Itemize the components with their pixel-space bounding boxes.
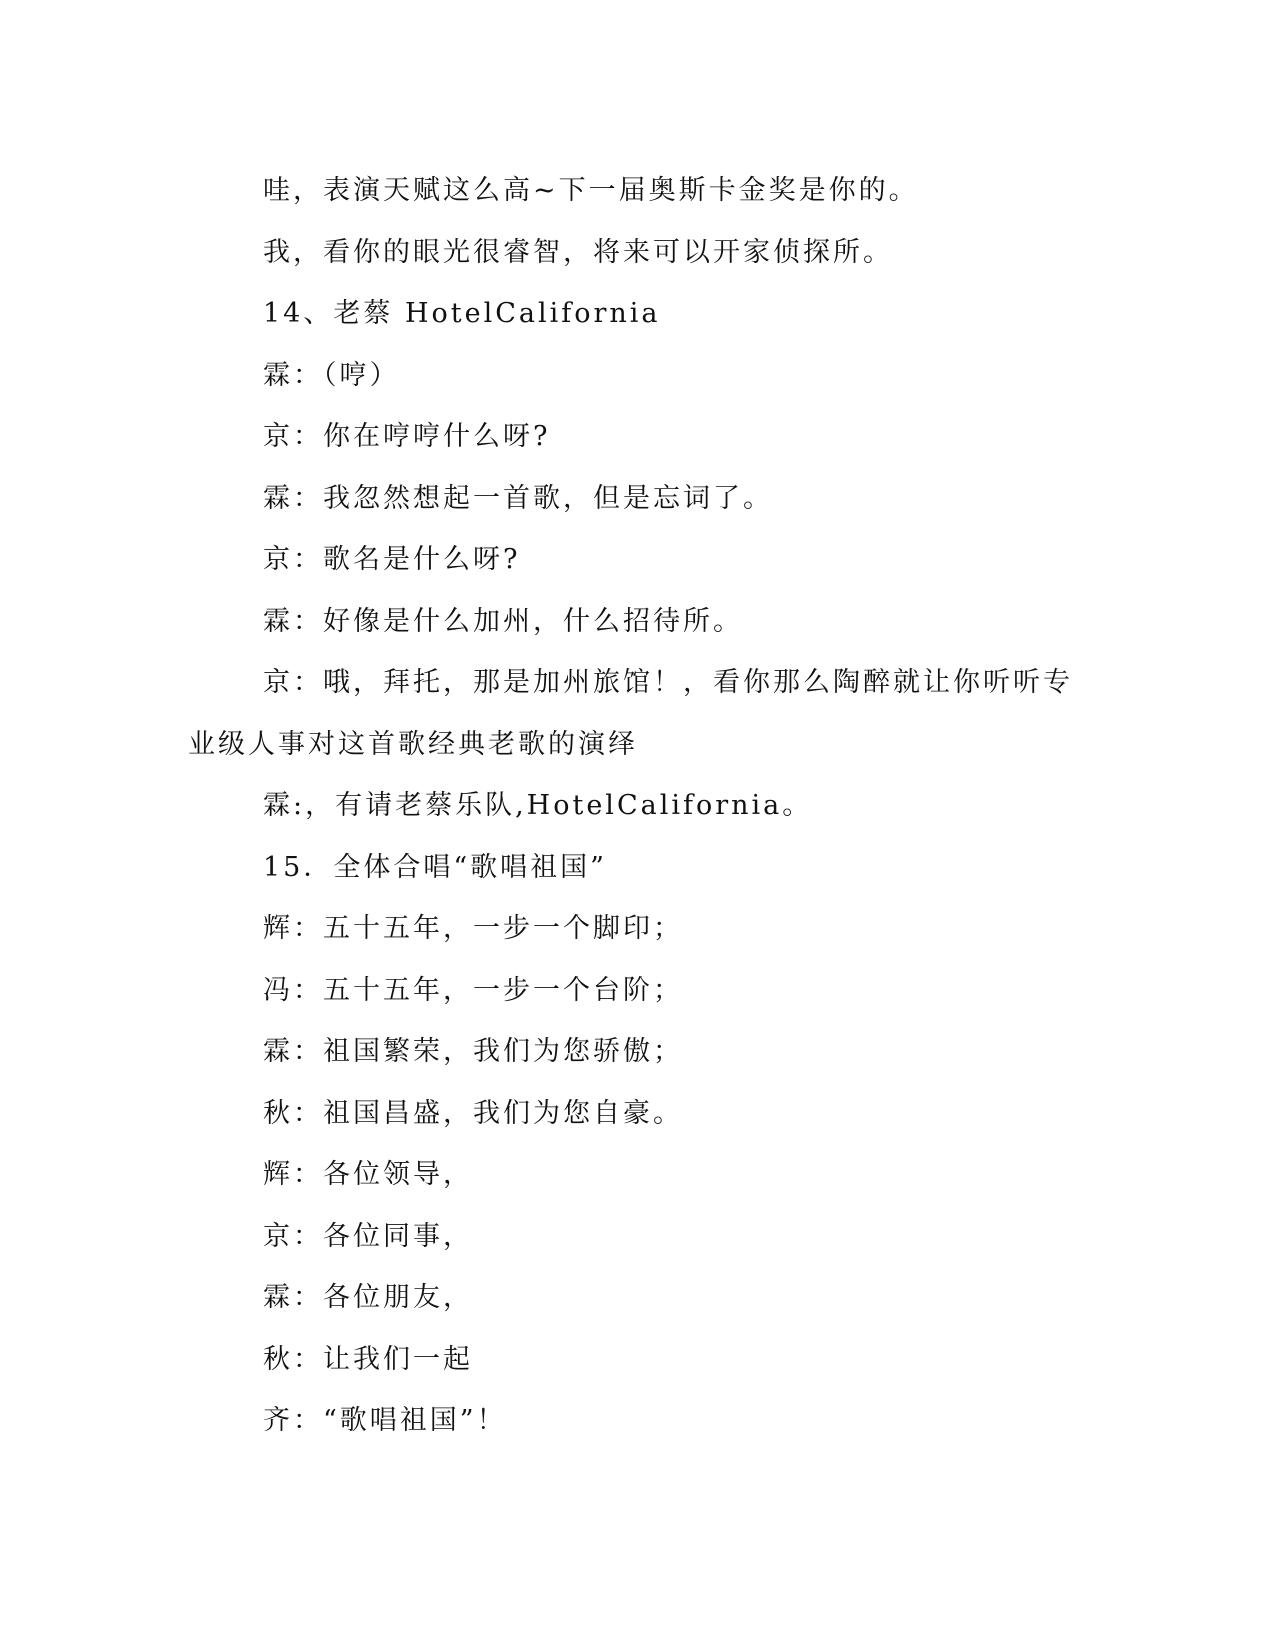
section-heading: 14、老蔡 HotelCalifornia — [263, 298, 661, 329]
paragraph: 我，看你的眼光很睿智，将来可以开家侦探所。 — [263, 236, 893, 268]
dialogue-line: 冯：五十五年，一步一个台阶； — [263, 974, 683, 1006]
dialogue-line: 霖：（哼） — [263, 359, 400, 391]
section-heading: 15．全体合唱“歌唱祖国” — [263, 851, 607, 883]
dialogue-line: 霖：我忽然想起一首歌，但是忘词了。 — [263, 482, 773, 514]
dialogue-line: 霖:，有请老蔡乐队,HotelCalifornia。 — [263, 790, 813, 821]
dialogue-line: 霖：祖国繁荣，我们为您骄傲； — [263, 1036, 683, 1067]
dialogue-line: 齐：“歌唱祖国”！ — [263, 1405, 507, 1436]
dialogue-line: 京：哦，拜托，那是加州旅馆！，看你那么陶醉就让你听听专业级人事对这首歌经典老歌的演绎 — [188, 667, 1073, 760]
dialogue-line: 霖：各位朋友， — [263, 1282, 473, 1313]
dialogue-line: 京：你在哼哼什么呀? — [263, 421, 551, 452]
dialogue-line: 辉：各位领导， — [263, 1159, 473, 1190]
dialogue-line: 京：歌名是什么呀? — [263, 544, 521, 575]
dialogue-line: 秋：让我们一起 — [263, 1343, 473, 1375]
paragraph: 哇，表演天赋这么高~下一届奥斯卡金奖是你的。 — [263, 175, 919, 206]
dialogue-line: 京：各位同事， — [263, 1220, 473, 1252]
dialogue-line: 辉：五十五年，一步一个脚印； — [263, 913, 683, 944]
document-body — [188, 160, 1088, 1452]
dialogue-line: 秋：祖国昌盛，我们为您自豪。 — [263, 1097, 683, 1129]
dialogue-line: 霖：好像是什么加州，什么招待所。 — [263, 605, 743, 637]
